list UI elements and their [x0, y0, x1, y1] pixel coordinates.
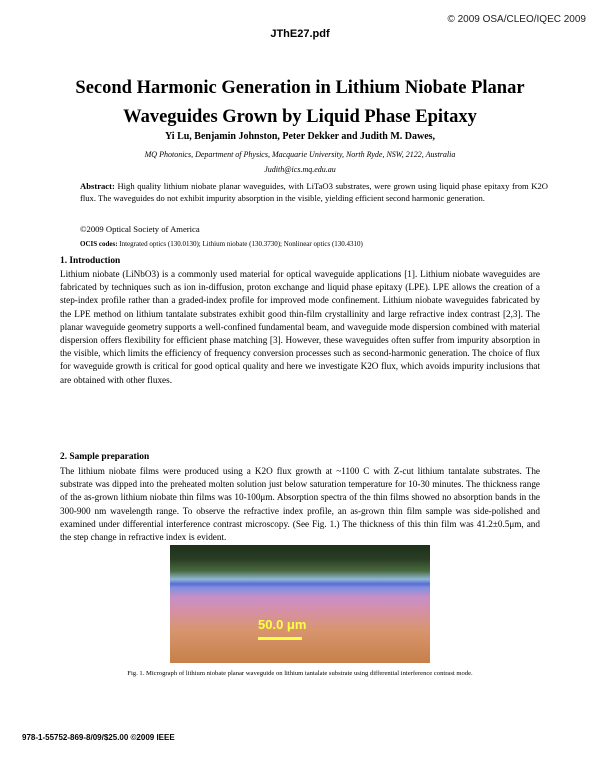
- copyright-notice: © 2009 OSA/CLEO/IQEC 2009: [447, 14, 586, 25]
- section-heading-sample-preparation: 2. Sample preparation: [60, 452, 150, 462]
- ocis-codes: [80, 240, 363, 248]
- title-line-2: Waveguides Grown by Liquid Phase Epitaxy: [123, 107, 477, 127]
- sample-preparation-paragraph: The lithium niobate films were produced using a K2O flux growth at ~1100 C with Z-cut lithium tantalate substrates. The substrate was dipped into the preheated molten solution just below saturation temperature for 10-30 minutes. The thickness range of the as-grown lithium niobate thin films was 10-100μm. Absorption spectra of the thin films showed no absorption bands in the 300-900 nm wavelength range. To observe the refractive index profile, an as-grown thin film sample was side-polished and examined under differential interference contrast microscopy. (See Fig. 1.) The thickness of this thin film was 41.2±0.5μm, and the step change in refractive index is evident.: [60, 466, 540, 543]
- title-line-1: Second Harmonic Generation in Lithium Niobate Planar: [75, 78, 525, 98]
- micrograph-figure: [170, 545, 430, 663]
- pdf-filename: JThE27.pdf: [270, 28, 330, 40]
- scale-bar: [258, 637, 302, 640]
- section-heading-introduction: 1. Introduction: [60, 256, 121, 266]
- figure-caption: Fig. 1. Micrograph of lithium niobate planar waveguide on lithium tantalate substrate using differential interference contrast mode.: [127, 670, 473, 677]
- abstract-label: Abstract:: [80, 181, 115, 191]
- abstract-text: High quality lithium niobate planar waveguides, with LiTaO3 substrates, were grown using liquid phase epitaxy from K2O flux. The waveguides do not exhibit impurity absorption in the visible, yielding efficient second harmonic generation.: [80, 181, 548, 203]
- introduction-paragraph: Lithium niobate (LiNbO3) is a commonly used material for optical waveguide applications [1]. Lithium niobate waveguides are fabricated by techniques such as ion in-diffusion, proton exchange and liquid phase epitaxy (LPE). LPE allows the creation of a step-index profile rather than a graded-index profile for improved mode confinement. Lithium niobate waveguides fabricated by the LPE method on lithium tantalate substrates exhibit good thin-film crystallinity and large refractive index contrast [2,3]. The planar waveguide geometry supports a well-confined fundamental beam, and waveguide mode dispersion combined with material dispersion offers flexibility for efficient phase matching [3]. However, these waveguides often suffer from impurity absorption in the visible, which limits the efficiency of frequency conversion processes such as second-harmonic generation. The choice of flux for waveguide growth is critical for good optical quality and here we investigate K2O flux, which avoids impurity inclusions that are obtained with other fluxes.: [60, 269, 540, 385]
- abstract: [80, 180, 548, 204]
- authors: Yi Lu, Benjamin Johnston, Peter Dekker and Judith M. Dawes,: [164, 131, 436, 142]
- paper-title: [40, 74, 560, 132]
- osa-copyright: ©2009 Optical Society of America: [80, 224, 200, 234]
- scale-bar-label: 50.0 μm: [258, 617, 307, 632]
- footer-isbn: 978-1-55752-869-8/09/$25.00 ©2009 IEEE: [22, 733, 175, 742]
- author-email: Judith@ics.mq.edu.au: [264, 165, 336, 174]
- ocis-label: OCIS codes:: [80, 240, 118, 248]
- affiliation: MQ Photonics, Department of Physics, Macquarie University, North Ryde, NSW, 2122, Australia: [144, 150, 456, 159]
- ocis-text: Integrated optics (130.0130); Lithium niobate (130.3730); Nonlinear optics (130.4310): [117, 240, 363, 248]
